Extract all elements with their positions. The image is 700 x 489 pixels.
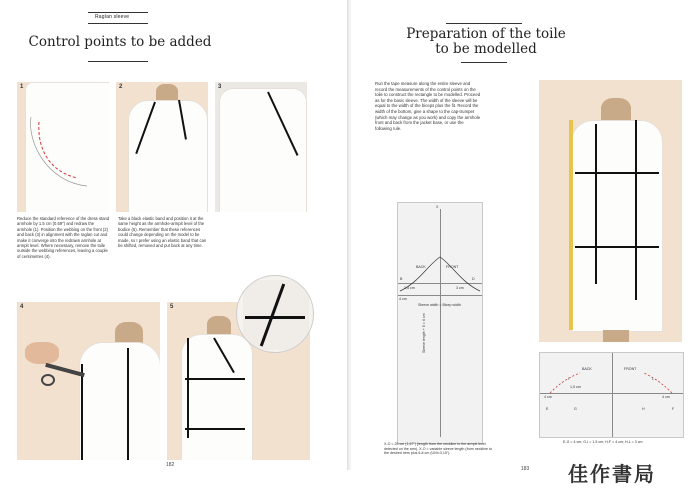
armhole-draft: BACK FRONT I L 1,5 cm 4 cm 4 cm E G H F [539,352,684,438]
photo-number: 5 [170,304,174,310]
photo-number: 2 [119,84,123,90]
page-title: Control points to be added [28,34,212,50]
detail-zoom-circle [236,275,314,353]
photo-number: 3 [218,84,222,90]
toile [79,342,160,460]
caption-column-2: Take a black elastic band and position it at the same height as the armhole-armpit level of the bodice (5). Remember that these references could change depending on the model to be made, so I prefer using an elastic band that can be shifted, removed and put back at any time. [118,216,207,249]
main-photo [539,80,682,342]
page-number: 183 [521,466,530,472]
photo-3 [215,82,307,212]
photo-number: 1 [20,84,24,90]
intro-text: Run the tape measure along the entire sleeve and record the measurements of the control points on the toile to construct the rectangle to be modelled. Proceed as for the basic sleeve. The width of the sleeve will be equal to the width of the biceps plus the fit. Record the width of the bottom, give a shape to the cap-trumpet (which may change as you work) and copy the armhole front and back from the jacket base, or use the following rule. [375,81,481,131]
title-rule [88,61,148,62]
header-rule-top [88,12,148,13]
measuring-tape [569,120,573,330]
watermark: 佳作書局 [568,462,656,486]
photo-number: 4 [20,304,24,310]
header-rule [446,23,522,24]
toile [181,334,253,460]
photo-2 [116,82,208,212]
draft-caption: X-O = 25 cm (1,67") (length from the neckline to the armpit level detected on the arm), X-O = variable sleeve length (from neckline to the desired hem plus 6-8 cm (UNI=3,15"). [384,442,492,456]
hand [25,342,59,364]
caption-column-1: Reduce the standard reference of the dress stand armhole by 1.5 cm (0.59") and redraw the armhole (1). Position the webbing on the front (2) and back (3) in alignment with the raglan cut and make it converge into the redrawn armhole at armpit level. Where necessary, remove the toile outside the webbing references, leaving a couple of centimetres (4). [17,216,110,259]
page-title: Preparation of the toile to be modelled [406,26,566,57]
draft-formula: E-G = 4 cm; G-I = 1,5 cm; H-F = 4 cm; H-L = 3 cm [563,440,643,444]
sleeve-draft: X BACK FRONT B D 1,5 cm 3 cm 4 cm Sleeve width = Bicep width Sleeve length + 5 = 6 cm [397,202,483,444]
toile [571,120,663,332]
title-rule [461,62,507,63]
section-label: Raglan sleeve [95,14,130,20]
photo-4 [17,302,160,460]
right-page [351,0,700,470]
elastic-band [185,378,245,380]
armhole-redraw [17,82,109,212]
header-rule-mid [88,23,148,24]
page-number: 182 [166,462,175,468]
photo-1 [17,82,109,212]
toile [128,100,208,212]
left-page [0,0,349,470]
